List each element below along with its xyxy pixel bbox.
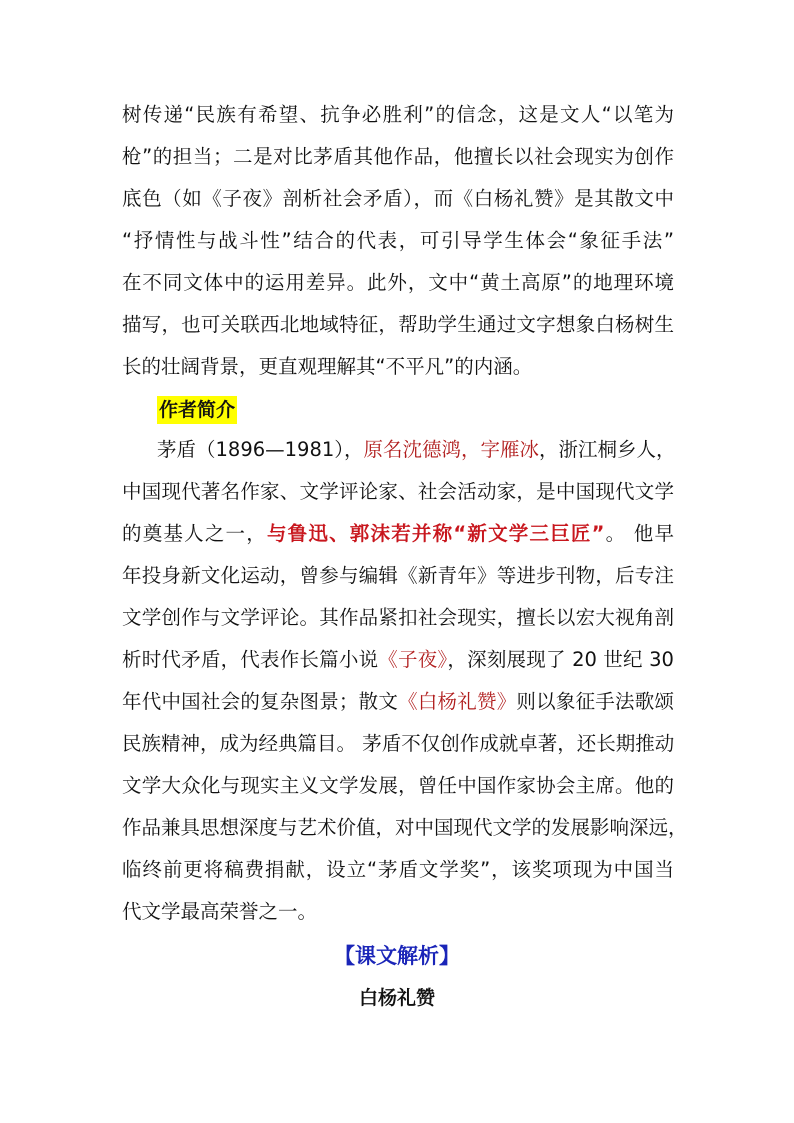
author-line-12: 代文学最高荣誉之一。 bbox=[122, 900, 318, 923]
author-text: ，浙江桐乡人， bbox=[539, 438, 676, 461]
section-banner: 【课文解析】 bbox=[334, 944, 460, 968]
intro-line-6: 描写，也可关联西北地域特征，帮助学生通过文字想象白杨树生 bbox=[122, 313, 674, 336]
author-text: 茅盾（1896—1981）， bbox=[157, 438, 364, 461]
author-line-6 bbox=[122, 645, 674, 675]
author-line-11: 临终前更将稿费捐献，设立“茅盾文学奖”，该奖项现为中国当 bbox=[122, 858, 674, 881]
intro-line-1: 树传递“民族有希望、抗争必胜利”的信念，这是文人“以笔为 bbox=[122, 103, 674, 126]
author-line-4: 年投身新文化运动，曾参与编辑《新青年》等进步刊物，后专注 bbox=[122, 564, 674, 587]
text-title: 白杨礼赞 bbox=[358, 987, 435, 1009]
author-line-2: 中国现代著名作家、文学评论家、社会活动家，是中国现代文学 bbox=[122, 480, 674, 503]
author-heading: 作者简介 bbox=[157, 396, 237, 424]
author-line-8: 民族精神，成为经典篇目。 茅盾不仅创作成就卓著，还长期推动 bbox=[122, 732, 675, 755]
author-line-9: 文学大众化与现实主义文学发展，曾任中国作家协会主席。他的 bbox=[122, 774, 674, 797]
author-text: 析时代矛盾，代表作长篇小说 bbox=[122, 648, 379, 671]
author-text: ，深刻展现了 20 世纪 30 bbox=[447, 648, 674, 671]
author-line-10: 作品兼具思想深度与艺术价值，对中国现代文学的发展影响深远， bbox=[122, 816, 688, 839]
original-name-text: 原名沈德鸿，字雁冰 bbox=[363, 438, 540, 461]
ziye-title: 《子夜》 bbox=[378, 648, 448, 671]
author-line-7 bbox=[122, 687, 674, 717]
author-text: 年代中国社会的复杂图景；散文 bbox=[122, 690, 399, 713]
three-masters-text: 与鲁迅、郭沫若并称“新文学三巨匠” bbox=[266, 522, 605, 545]
author-text: 则以象征手法歌颂 bbox=[516, 690, 674, 713]
author-line-1 bbox=[157, 435, 674, 465]
author-text: 。 他早 bbox=[604, 522, 674, 545]
intro-line-5: 在不同文体中的运用差异。此外，文中“黄土高原”的地理环境 bbox=[122, 271, 674, 294]
intro-line-7: 长的壮阔背景，更直观理解其“不平凡”的内涵。 bbox=[122, 355, 533, 378]
author-line-3 bbox=[122, 519, 674, 549]
author-text: 的奠基人之一， bbox=[122, 522, 267, 545]
author-line-5: 文学创作与文学评论。其作品紧扣社会现实，擅长以宏大视角剖 bbox=[122, 606, 674, 629]
intro-line-3: 底色（如《子夜》剖析社会矛盾），而《白杨礼赞》是其散文中 bbox=[122, 187, 674, 210]
baiyang-title: 《白杨礼赞》 bbox=[398, 690, 517, 713]
intro-line-4: “抒情性与战斗性”结合的代表，可引导学生体会“象征手法” bbox=[122, 229, 674, 252]
intro-line-2: 枪”的担当；二是对比茅盾其他作品，他擅长以社会现实为创作 bbox=[122, 145, 674, 168]
